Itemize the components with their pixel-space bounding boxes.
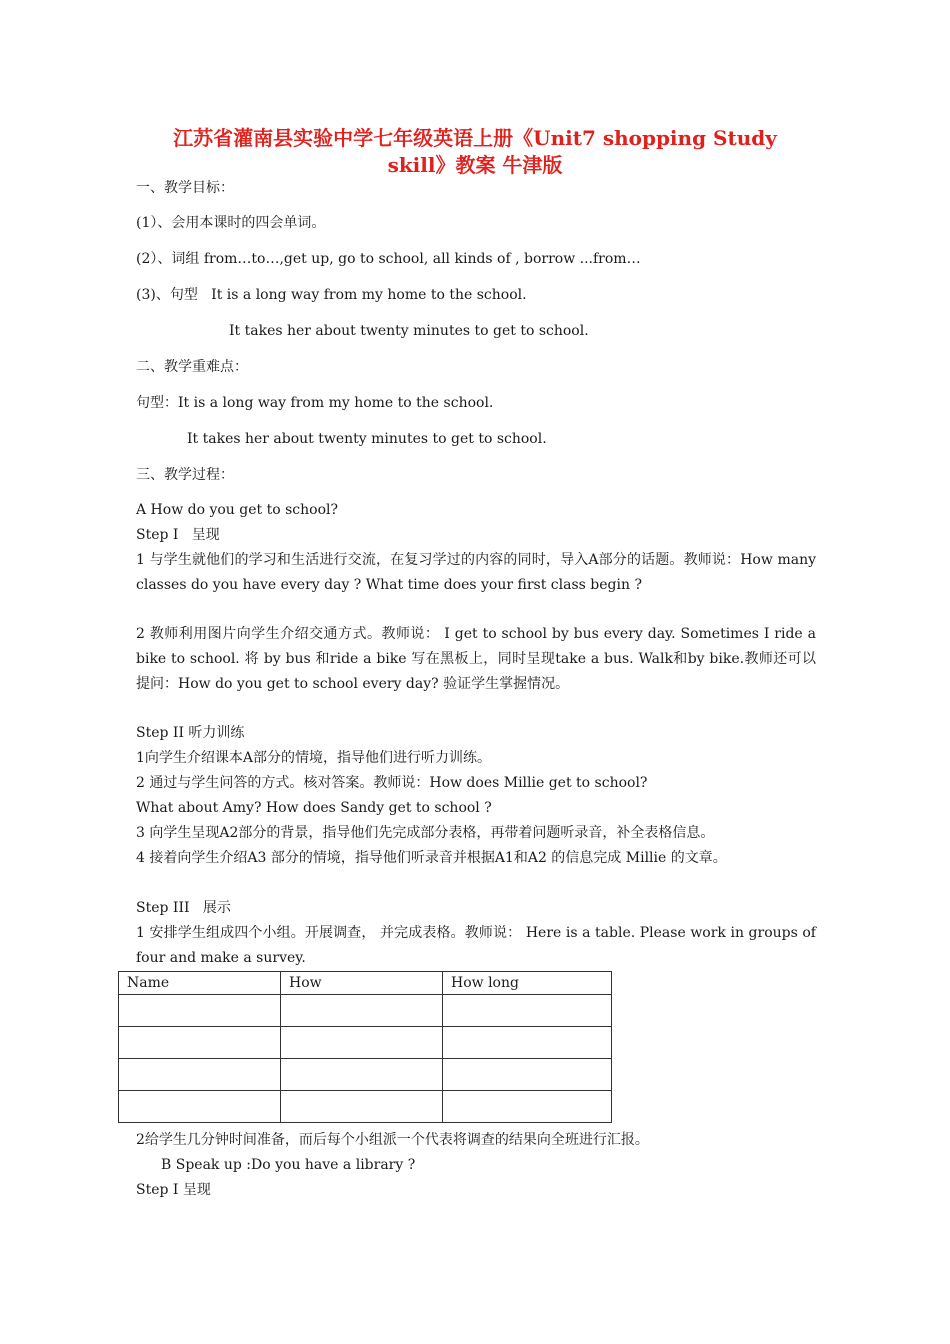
document-title bbox=[130, 125, 820, 179]
title-line-2: skill》教案 牛津版 bbox=[387, 153, 563, 177]
step2-title: Step II 听力训练 bbox=[136, 725, 245, 741]
title-line-1: 江苏省灌南县实验中学七年级英语上册《Unit7 shopping Study bbox=[173, 126, 777, 150]
objective-item: It takes her about twenty minutes to get to school. bbox=[229, 323, 589, 339]
table-header-name: Name bbox=[119, 972, 281, 995]
table-cell bbox=[443, 1091, 612, 1123]
step2-paragraph-1: 1向学生介绍课本A部分的情境，指导他们进行听力训练。 bbox=[136, 750, 492, 766]
survey-table bbox=[118, 971, 612, 1123]
section-b-step1-title: Step I 呈现 bbox=[136, 1182, 211, 1198]
table-row bbox=[119, 1027, 612, 1059]
table-cell bbox=[119, 1091, 281, 1123]
section-b-title: B Speak up :Do you have a library ? bbox=[161, 1157, 416, 1173]
keypoints-heading: 二、教学重难点： bbox=[136, 359, 248, 375]
table-row bbox=[119, 1059, 612, 1091]
objective-item: (1）、会用本课时的四会单词。 bbox=[136, 215, 326, 231]
table-cell bbox=[281, 1091, 443, 1123]
table-cell bbox=[281, 995, 443, 1027]
table-cell bbox=[443, 1059, 612, 1091]
table-cell bbox=[119, 995, 281, 1027]
table-cell bbox=[119, 1059, 281, 1091]
objective-item: (2）、词组 from…to…,get up, go to school, all kinds of , borrow ...from… bbox=[136, 251, 641, 267]
step3-title: Step III 展示 bbox=[136, 900, 231, 916]
step3-paragraph-2: 2给学生几分钟时间准备，而后每个小组派一个代表将调查的结果向全班进行汇报。 bbox=[136, 1132, 649, 1148]
step1-paragraph-2: 2 教师利用图片向学生介绍交通方式。教师说： I get to school by bus every day. Sometimes I ride a bike to school. 将 by bus 和ride a bike 写在黑板上，同时呈现take a bus. Walk和by bike.教师还可以提问：How do you get to school every day? 验证学生掌握情况。 bbox=[136, 626, 816, 692]
keypoint-item: 句型：It is a long way from my home to the school. bbox=[136, 395, 494, 411]
table-header-row bbox=[119, 972, 612, 995]
table-cell bbox=[443, 1027, 612, 1059]
table-row bbox=[119, 1091, 612, 1123]
table-cell bbox=[443, 995, 612, 1027]
table-cell bbox=[281, 1027, 443, 1059]
step2-paragraph-2b: What about Amy? How does Sandy get to school ? bbox=[136, 800, 492, 816]
step3-paragraph-1: 1 安排学生组成四个小组。开展调查， 并完成表格。教师说： Here is a table. Please work in groups of four and make a survey. bbox=[136, 925, 816, 966]
table-cell bbox=[119, 1027, 281, 1059]
objective-item: (3)、句型 It is a long way from my home to the school. bbox=[136, 287, 527, 303]
table-cell bbox=[281, 1059, 443, 1091]
step1-paragraph-1: 1 与学生就他们的学习和生活进行交流，在复习学过的内容的同时，导入A部分的话题。教师说：How many classes do you have every day ? What time does your first class begin ? bbox=[136, 552, 816, 593]
step2-paragraph-4: 4 接着向学生介绍A3 部分的情境，指导他们听录音并根据A1和A2 的信息完成 Millie 的文章。 bbox=[136, 850, 727, 866]
step1-title: Step I 呈现 bbox=[136, 527, 220, 543]
table-header-how: How bbox=[281, 972, 443, 995]
keypoint-item: It takes her about twenty minutes to get to school. bbox=[187, 431, 547, 447]
step2-paragraph-3: 3 向学生呈现A2部分的背景，指导他们先完成部分表格，再带着问题听录音，补全表格信息。 bbox=[136, 825, 715, 841]
section-a-title: A How do you get to school? bbox=[136, 502, 338, 518]
process-heading: 三、教学过程： bbox=[136, 467, 234, 483]
objectives-heading: 一、教学目标： bbox=[136, 180, 234, 196]
table-header-how-long: How long bbox=[443, 972, 612, 995]
table-row bbox=[119, 995, 612, 1027]
step2-paragraph-2a: 2 通过与学生问答的方式。核对答案。教师说：How does Millie get to school? bbox=[136, 775, 648, 791]
